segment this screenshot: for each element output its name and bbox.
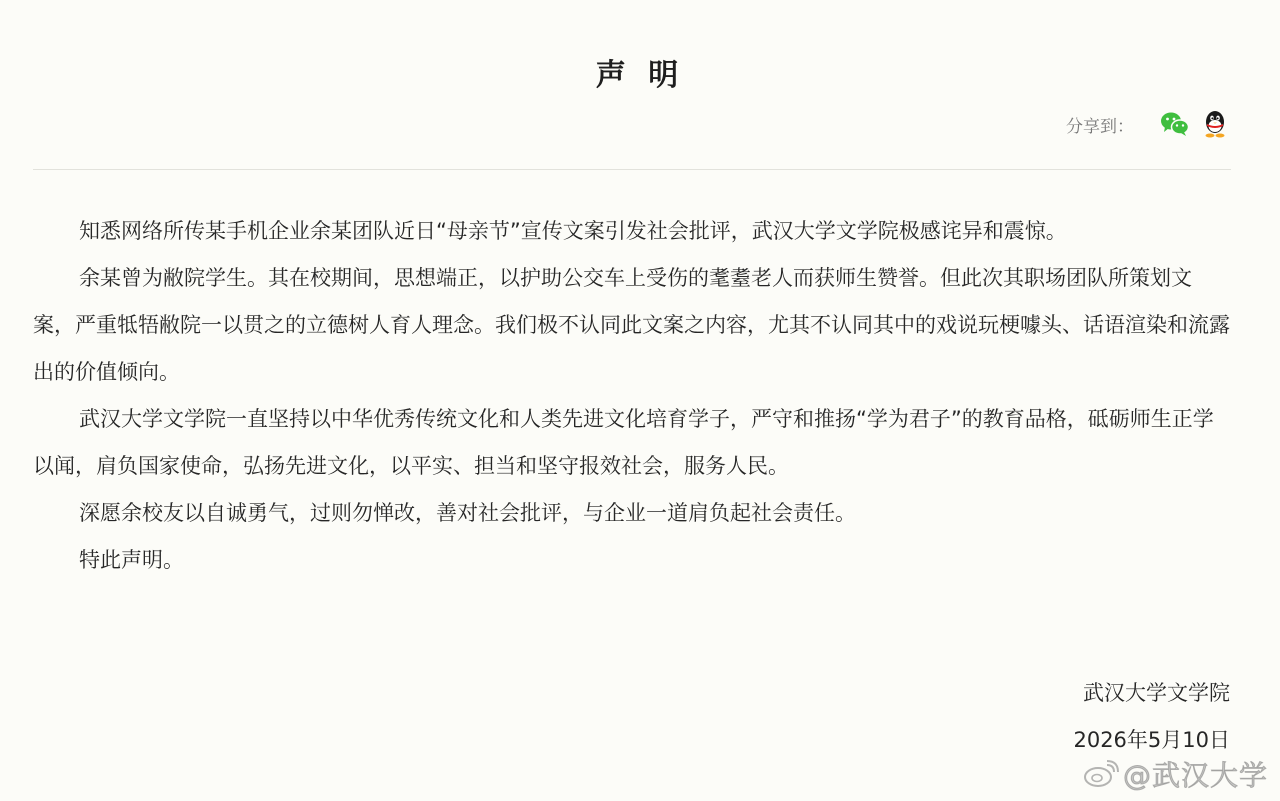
signature-block [1073, 670, 1230, 764]
signature-date: 2026年5月10日 [1073, 728, 1230, 752]
paragraph: 深愿余校友以自诚勇气，过则勿惮改，善对社会批评，与企业一道肩负起社会责任。 [79, 501, 856, 525]
paragraph: 特此声明。 [79, 548, 184, 572]
page-title: 声 明 [595, 58, 685, 93]
share-label: 分享到： [1066, 116, 1134, 137]
signature-org: 武汉大学文学院 [1083, 681, 1230, 705]
weibo-icon [1083, 759, 1119, 789]
share-bar [1066, 106, 1232, 142]
paragraph: 武汉大学文学院一直坚持以中华优秀传统文化和人类先进文化培育学子，严守和推扬“学为君子”的教育品格，砥砺师生正学以闻，肩负国家使命，弘扬先进文化，以平实、担当和坚守报效社会，服务人民。 [33, 407, 1214, 478]
header-divider [33, 169, 1231, 170]
watermark-text: @武汉大学 [1122, 759, 1268, 792]
paragraph: 余某曾为敝院学生。其在校期间，思想端正，以护助公交车上受伤的耄耋老人而获师生赞誉。但此次其职场团队所策划文案，严重牴牾敝院一以贯之的立德树人育人理念。我们极不认同此文案之内容，尤其不认同其中的戏说玩梗噱头、话语渲染和流露出的价值倾向。 [33, 266, 1230, 384]
weibo-watermark [1083, 752, 1268, 796]
qq-icon[interactable] [1198, 107, 1232, 141]
statement-body [33, 208, 1233, 584]
paragraph: 知悉网络所传某手机企业余某团队近日“母亲节”宣传文案引发社会批评，武汉大学文学院极感诧异和震惊。 [79, 219, 1067, 243]
wechat-icon[interactable] [1158, 107, 1192, 141]
